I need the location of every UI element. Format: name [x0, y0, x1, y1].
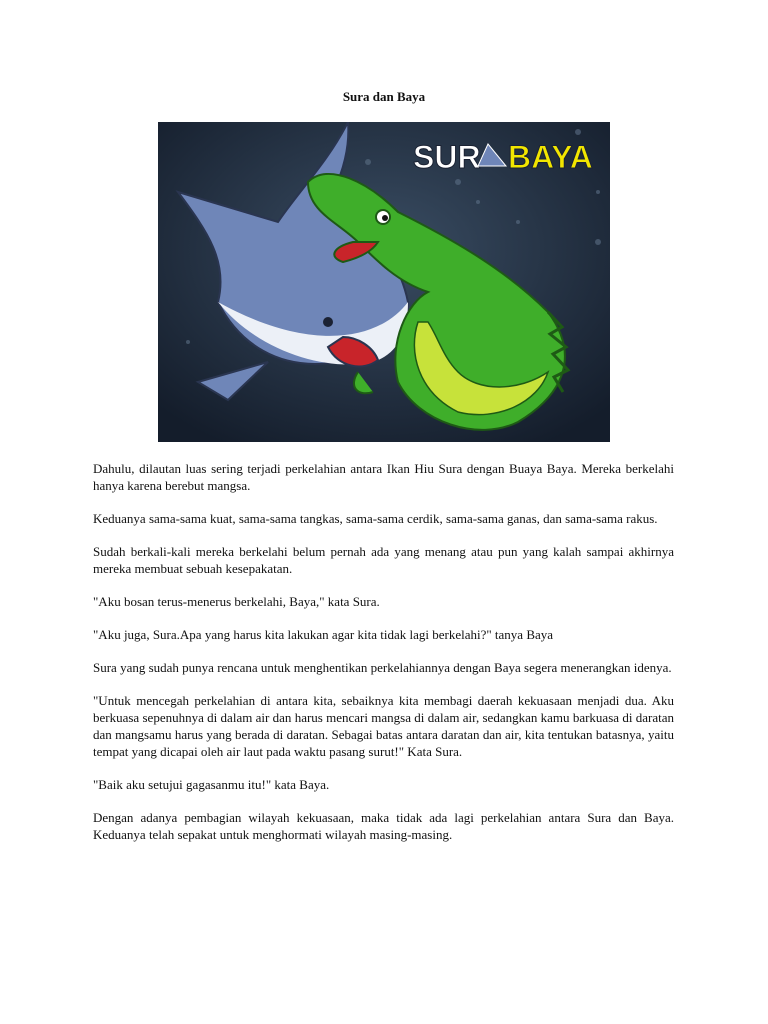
paragraph: Sura yang sudah punya rencana untuk menghentikan perkelahiannya dengan Baya segera menerangkan idenya. [93, 660, 672, 675]
paragraph: "Aku juga, Sura.Apa yang harus kita lakukan agar kita tidak lagi berkelahi?" tanya Baya [93, 627, 554, 642]
paragraph: Dahulu, dilautan luas sering terjadi perkelahian antara Ikan Hiu Sura dengan Buaya Baya. Mereka berkelahi hanya karena berebut mangsa. [93, 461, 674, 493]
svg-text:SUR: SUR [413, 139, 481, 175]
document-title: Sura dan Baya [342, 89, 426, 104]
paragraph: "Baik aku setujui gagasanmu itu!" kata Baya. [93, 777, 330, 792]
paragraph: Dengan adanya pembagian wilayah kekuasaan, maka tidak ada lagi perkelahian antara Sura dan Baya. Keduanya telah sepakat untuk menghormati wilayah masing-masing. [93, 810, 674, 842]
paragraph: Sudah berkali-kali mereka berkelahi belum pernah ada yang menang atau pun yang kalah sampai akhirnya mereka membuat sebuah kesepakatan. [93, 544, 674, 576]
paragraph: "Aku bosan terus-menerus berkelahi, Baya," kata Sura. [93, 594, 380, 609]
illustration-shark-crocodile [158, 122, 610, 442]
svg-text:BAYA: BAYA [508, 139, 593, 175]
paragraph: "Untuk mencegah perkelahian di antara kita, sebaiknya kita membagi daerah kekuasaan menjadi dua. Aku berkuasa sepenuhnya di dalam air dan harus mencari mangsa di dalam air, sedangkan kamu barkuasa di daratan dan mangsamu harus yang berada di daratan. Sebagai batas antara daratan dan air, kita tentukan batasnya, yaitu tempat yang dicapai oleh air laut pada waktu pasang surut!" Kata Sura. [93, 693, 674, 759]
story-body [93, 460, 674, 859]
paragraph: Keduanya sama-sama kuat, sama-sama tangkas, sama-sama cerdik, sama-sama ganas, dan sama-sama rakus. [93, 511, 658, 526]
